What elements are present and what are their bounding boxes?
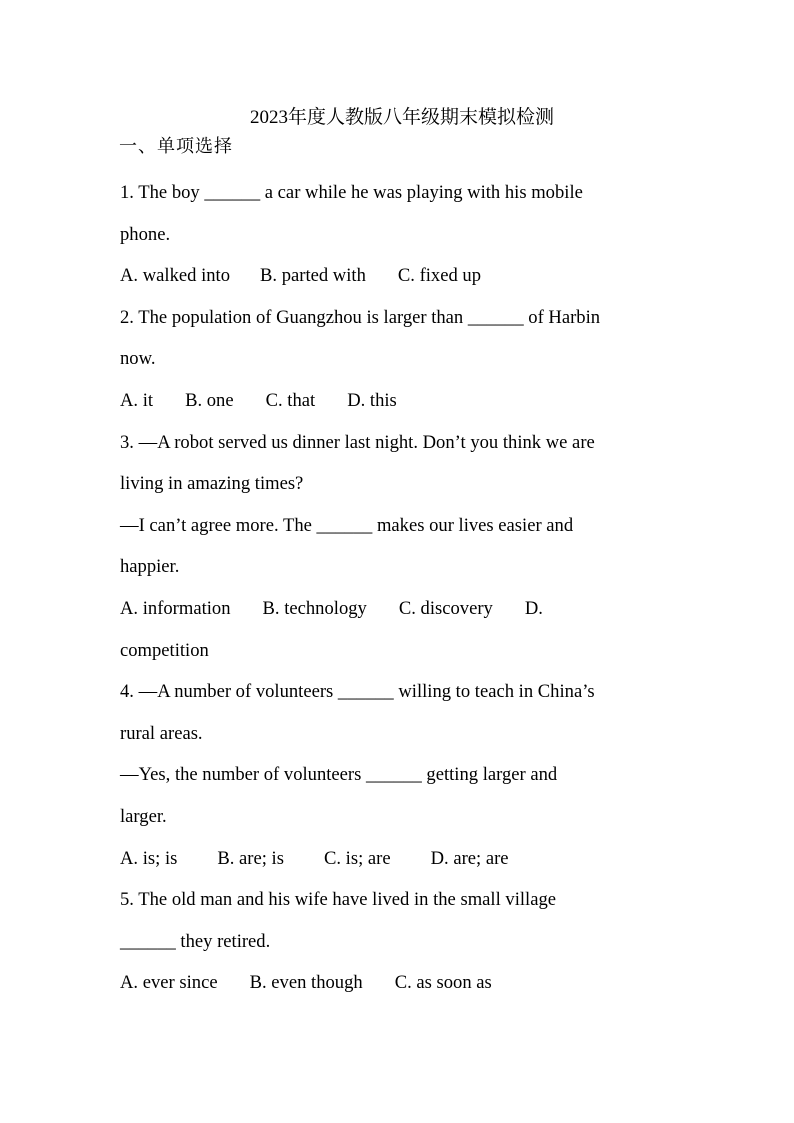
question-3-option-d-continued: competition — [120, 639, 209, 661]
question-2-option-b: B. one — [185, 389, 234, 411]
question-1-option-a: A. walked into — [120, 265, 230, 287]
question-3-option-b: B. technology — [262, 597, 367, 619]
question-4-text-line-3: —Yes, the number of volunteers ______ getting larger and — [120, 764, 558, 786]
question-5-option-a: A. ever since — [120, 972, 218, 994]
question-2-options — [120, 380, 676, 422]
question-4-option-c: C. is; are — [323, 847, 391, 869]
question-1-option-c: C. fixed up — [397, 265, 482, 287]
question-3-text-line-1: 3. —A robot served us dinner last night. Don’t you think we are — [120, 431, 595, 453]
question-2-option-a: A. it — [120, 389, 154, 411]
document-title: 2023年度人教版八年级期末模拟检测 — [249, 107, 554, 128]
question-2-option-d: D. this — [347, 389, 397, 411]
question-2-option-c: C. that — [265, 389, 316, 411]
question-3-text-line-3: —I can’t agree more. The ______ makes our lives easier and — [120, 514, 574, 536]
question-5-option-b: B. even though — [249, 972, 363, 994]
question-3-option-d: D. — [524, 597, 543, 619]
question-4 — [120, 671, 676, 879]
question-3-options — [120, 588, 676, 630]
document-page — [120, 104, 676, 1004]
question-3-text-line-2: living in amazing times? — [120, 473, 304, 495]
question-5-options — [120, 962, 676, 1004]
question-2-text-line-2: now. — [120, 348, 156, 370]
question-3 — [120, 422, 676, 672]
question-1-text-line-1: 1. The boy ______ a car while he was playing with his mobile — [120, 182, 583, 203]
question-3-option-c: C. discovery — [398, 597, 493, 619]
question-4-text-line-1: 4. —A number of volunteers ______ willing to teach in China’s — [120, 681, 595, 703]
question-1 — [120, 172, 676, 297]
question-3-text-line-4: happier. — [120, 556, 180, 578]
question-4-option-a: A. is; is — [120, 847, 178, 869]
questions-list — [120, 172, 676, 1004]
question-4-option-d: D. are; are — [430, 847, 509, 869]
question-5-text-line-1: 5. The old man and his wife have lived in the small village — [120, 889, 556, 911]
question-1-options — [120, 255, 676, 297]
question-4-text-line-4: larger. — [120, 805, 167, 827]
question-2-text-line-1: 2. The population of Guangzhou is larger than ______ of Harbin — [120, 306, 601, 328]
question-4-option-b: B. are; is — [217, 847, 284, 869]
question-1-option-b: B. parted with — [260, 265, 366, 287]
section-heading: 一、单项选择 — [119, 136, 233, 156]
question-1-text-line-2: phone. — [120, 223, 171, 245]
question-5 — [120, 879, 676, 1004]
question-4-options — [120, 838, 676, 880]
question-3-option-a: A. information — [120, 597, 231, 619]
question-5-option-c: C. as soon as — [394, 972, 492, 994]
question-4-text-line-2: rural areas. — [120, 722, 203, 744]
question-5-text-line-2: ______ they retired. — [120, 930, 271, 952]
question-2 — [120, 297, 676, 422]
